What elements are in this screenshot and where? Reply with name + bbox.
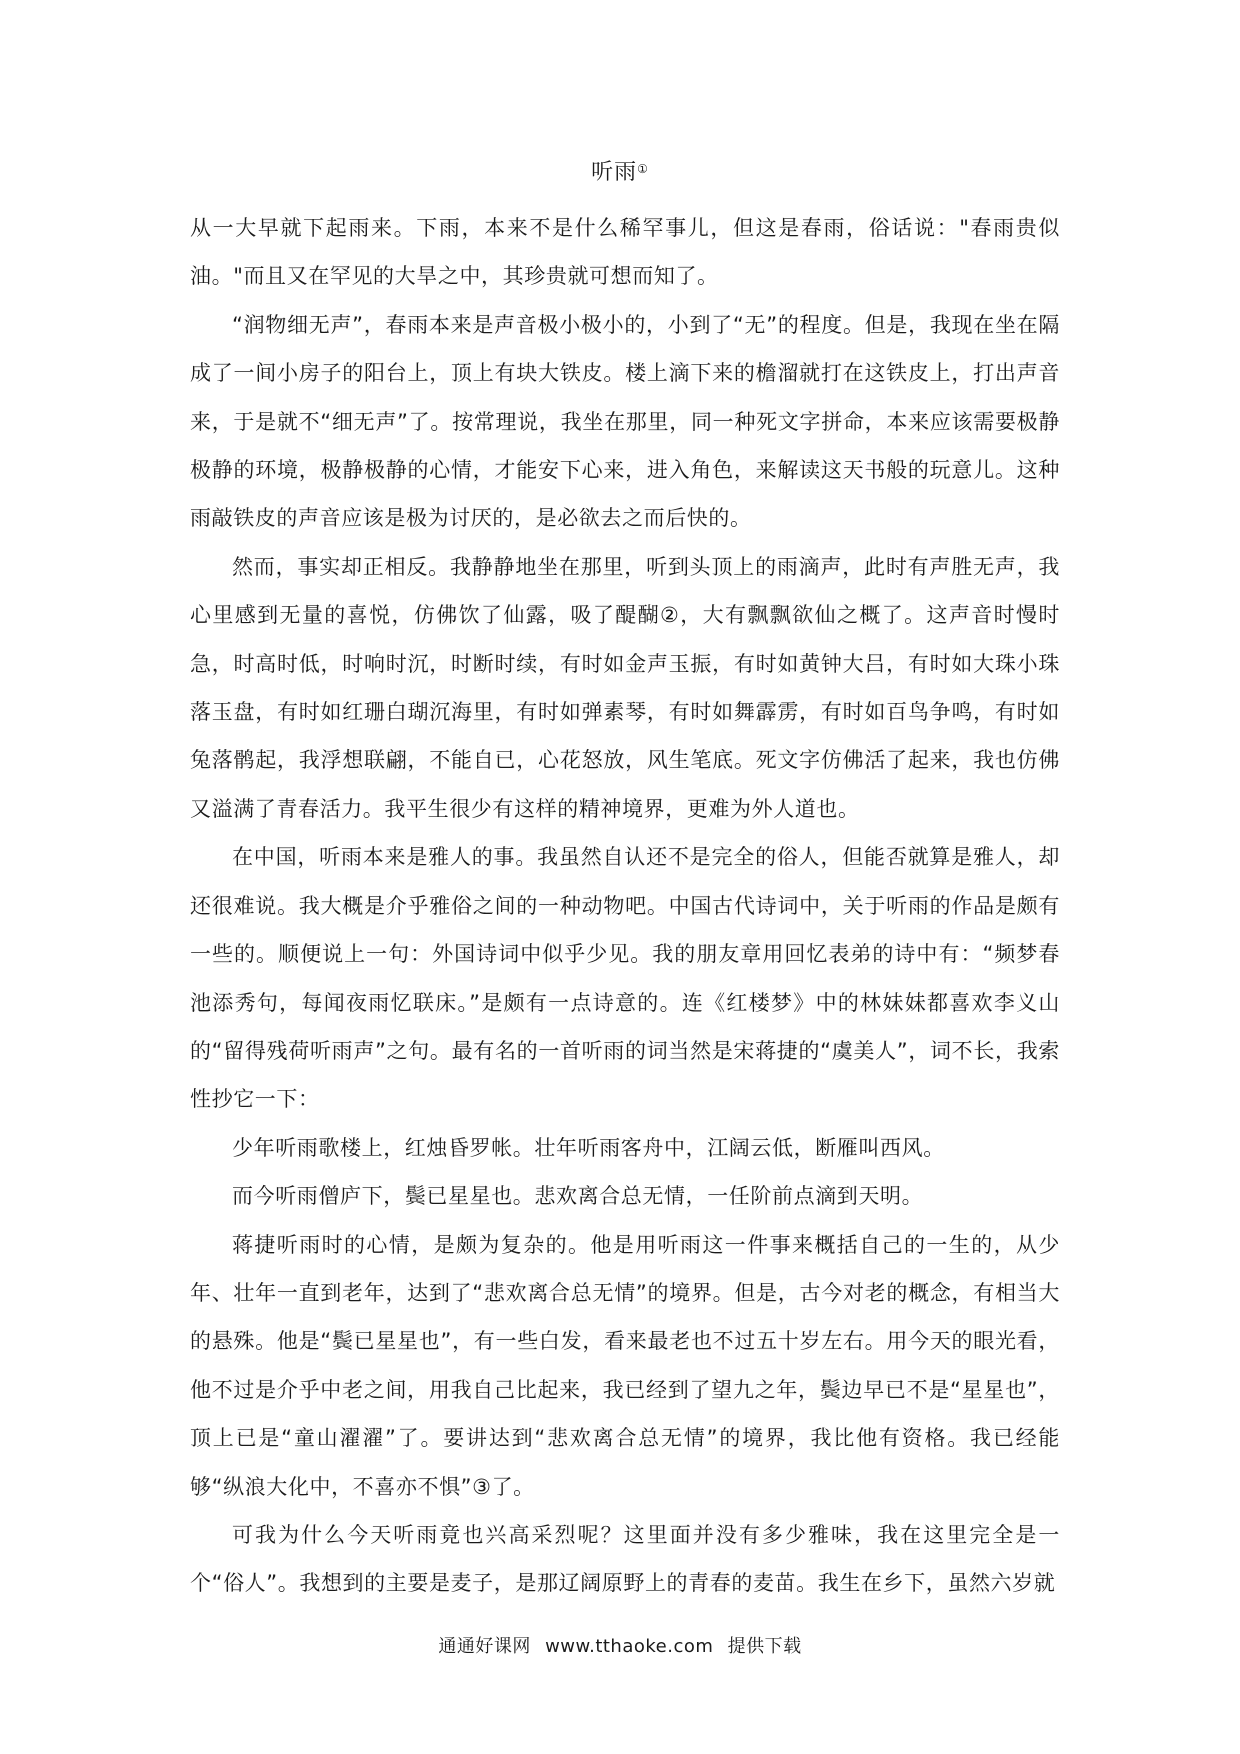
paragraph: 可我为什么今天听雨竟也兴高采烈呢？这里面并没有多少雅味，我在这里完全是一个“俗人”。我想到的主要是麦子，是那辽阔原野上的青春的麦苗。我生在乡下，虽然六岁就 — [190, 1522, 1060, 1596]
title-footnote-marker: ① — [637, 162, 649, 176]
footer-site-url[interactable]: www.tthaoke.com — [545, 1636, 714, 1657]
article-body — [190, 204, 1060, 1608]
title-text: 听雨 — [591, 160, 638, 185]
page-footer — [0, 1634, 1240, 1660]
document-title — [0, 158, 1240, 188]
footer-note: 提供下载 — [727, 1636, 802, 1657]
paragraph: 蒋捷听雨时的心情，是颇为复杂的。他是用听雨这一件事来概括自己的一生的，从少年、壮年一直到老年，达到了“悲欢离合总无情”的境界。但是，古今对老的概念，有相当大的悬殊。他是“鬓已星星也”，有一些白发，看来最老也不过五十岁左右。用今天的眼光看，他不过是介乎中老之间，用我自己比起来，我已经到了望九之年，鬓边早已不是“星星也”，顶上已是“童山濯濯”了。要讲达到“悲欢离合总无情”的境界，我比他有资格。我已经能够“纵浪大化中，不喜亦不惧”③了。 — [190, 1232, 1060, 1499]
paragraph: 从一大早就下起雨来。下雨，本来不是什么稀罕事儿，但这是春雨，俗话说："春雨贵似油。"而且又在罕见的大旱之中，其珍贵就可想而知了。 — [190, 216, 1060, 289]
poem-line: 少年听雨歌楼上，红烛昏罗帐。壮年听雨客舟中，江阔云低，断雁叫西风。 — [232, 1135, 945, 1160]
poem-line: 而今听雨僧庐下，鬓已星星也。悲欢离合总无情，一任阶前点滴到天明。 — [232, 1184, 924, 1209]
paragraph: 然而，事实却正相反。我静静地坐在那里，听到头顶上的雨滴声，此时有声胜无声，我心里感到无量的喜悦，仿佛饮了仙露，吸了醍醐②，大有飘飘欲仙之概了。这声音时慢时急，时高时低，时响时沉，时断时续，有时如金声玉振，有时如黄钟大吕，有时如大珠小珠落玉盘，有时如红珊白瑚沉海里，有时如弹素琴，有时如舞霹雳，有时如百鸟争鸣，有时如兔落鹘起，我浮想联翩，不能自已，心花怒放，风生笔底。死文字仿佛活了起来，我也仿佛又溢满了青春活力。我平生很少有这样的精神境界，更难为外人道也。 — [190, 554, 1060, 821]
paragraph: 在中国，听雨本来是雅人的事。我虽然自认还不是完全的俗人，但能否就算是雅人，却还很难说。我大概是介乎雅俗之间的一种动物吧。中国古代诗词中，关于听雨的作品是颇有一些的。顺便说上一句：外国诗词中似乎少见。我的朋友章用回忆表弟的诗中有：“频梦春池添秀句，每闻夜雨忆联床。”是颇有一点诗意的。连《红楼梦》中的林妹妹都喜欢李义山的“留得残荷听雨声”之句。最有名的一首听雨的词当然是宋蒋捷的“虞美人”，词不长，我索性抄它一下： — [190, 845, 1060, 1112]
footer-site-name: 通通好课网 — [438, 1636, 531, 1657]
paragraph: “润物细无声”，春雨本来是声音极小极小的，小到了“无”的程度。但是，我现在坐在隔成了一间小房子的阳台上，顶上有块大铁皮。楼上滴下来的檐溜就打在这铁皮上，打出声音来，于是就不“细无声”了。按常理说，我坐在那里，同一种死文字拼命，本来应该需要极静极静的环境，极静极静的心情，才能安下心来，进入角色，来解读这天书般的玩意儿。这种雨敲铁皮的声音应该是极为讨厌的，是必欲去之而后快的。 — [190, 312, 1060, 531]
